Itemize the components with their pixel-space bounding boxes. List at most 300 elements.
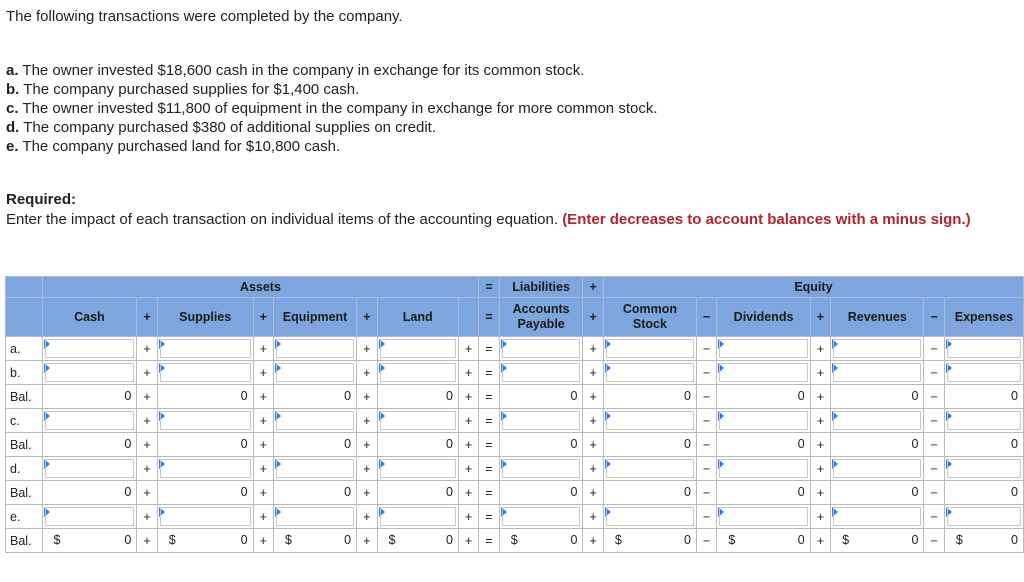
input-box[interactable] xyxy=(719,363,807,382)
input-box[interactable] xyxy=(606,363,694,382)
balance-value: 0 xyxy=(344,485,352,499)
row-label: a. xyxy=(6,337,43,361)
plus-sign: + xyxy=(253,529,273,553)
plus-sign: + xyxy=(357,409,377,433)
equipment-input[interactable] xyxy=(273,409,356,433)
plus-sign: + xyxy=(253,481,273,505)
accounts-payable-input[interactable] xyxy=(499,361,583,385)
common-stock-balance-cell xyxy=(603,481,696,505)
row-label: d. xyxy=(6,457,43,481)
expenses-input[interactable] xyxy=(944,361,1023,385)
equals-sign: = xyxy=(479,361,499,385)
transaction-text: The company purchased land for $10,800 cash. xyxy=(22,138,341,155)
land-input[interactable] xyxy=(377,361,458,385)
common-stock-balance-cell xyxy=(603,529,696,553)
liabilities-group-header: Liabilities xyxy=(499,277,583,298)
input-box[interactable] xyxy=(380,459,456,478)
revenues-input[interactable] xyxy=(831,337,924,361)
dividends-input[interactable] xyxy=(717,361,810,385)
balance-value: 0 xyxy=(684,389,691,403)
assets-group-header: Assets xyxy=(42,277,479,298)
plus-sign: + xyxy=(458,361,478,385)
transaction-row xyxy=(6,505,1024,529)
balance-value: 0 xyxy=(240,533,248,547)
plus-sign: + xyxy=(137,457,157,481)
plus-sign: + xyxy=(458,481,478,505)
plus-sign: + xyxy=(137,337,157,361)
required-heading: Required: xyxy=(6,191,77,208)
plus-sign: + xyxy=(357,457,377,481)
cash-balance-cell xyxy=(42,385,137,409)
land-input[interactable] xyxy=(377,505,458,529)
balance-value: 0 xyxy=(911,389,919,403)
equipment-balance-cell xyxy=(273,433,356,457)
balance-value: 0 xyxy=(446,437,453,451)
expenses-column-header: Expenses xyxy=(944,298,1023,337)
common-stock-input[interactable] xyxy=(603,361,696,385)
plus-sign: + xyxy=(137,505,157,529)
plus-sign: + xyxy=(583,481,603,505)
expenses-balance-cell xyxy=(944,481,1023,505)
row-label: Bal. xyxy=(6,433,43,457)
plus-sign: + xyxy=(253,298,273,337)
accounts-payable-balance-cell xyxy=(499,481,583,505)
equipment-input[interactable] xyxy=(273,337,356,361)
balance-row xyxy=(6,481,1024,505)
input-box[interactable] xyxy=(606,459,694,478)
balance-value: 0 xyxy=(344,533,352,547)
input-box[interactable] xyxy=(380,363,456,382)
dollar-sign: $ xyxy=(168,533,176,547)
plus-sign: + xyxy=(357,481,377,505)
required-instructions xyxy=(6,210,1006,229)
row-label: e. xyxy=(6,505,43,529)
balance-value: 0 xyxy=(1011,437,1018,451)
equals-sign: = xyxy=(479,409,499,433)
plus-sign: + xyxy=(357,505,377,529)
plus-sign: + xyxy=(458,457,478,481)
plus-sign: + xyxy=(458,385,478,409)
minus-sign: − xyxy=(696,337,716,361)
plus-sign: + xyxy=(810,481,830,505)
balance-row xyxy=(6,529,1024,553)
transaction-item xyxy=(6,80,658,99)
land-balance-cell xyxy=(377,481,458,505)
minus-sign: − xyxy=(696,298,716,337)
supplies-balance-cell xyxy=(157,385,253,409)
plus-sign: + xyxy=(458,529,478,553)
common-stock-input[interactable] xyxy=(603,457,696,481)
plus-sign: + xyxy=(583,361,603,385)
plus-sign: + xyxy=(810,337,830,361)
revenues-balance-cell xyxy=(831,481,924,505)
balance-value: 0 xyxy=(684,485,691,499)
plus-sign: + xyxy=(458,337,478,361)
balance-value: 0 xyxy=(570,533,578,547)
plus-sign: + xyxy=(137,433,157,457)
input-box[interactable] xyxy=(947,411,1021,430)
input-box[interactable] xyxy=(45,507,135,526)
accounts-payable-input[interactable] xyxy=(499,457,583,481)
plus-sign: + xyxy=(810,457,830,481)
cash-input[interactable] xyxy=(42,505,137,529)
balance-value: 0 xyxy=(797,437,805,451)
land-input[interactable] xyxy=(377,409,458,433)
expenses-input[interactable] xyxy=(944,409,1023,433)
input-box[interactable] xyxy=(276,507,354,526)
plus-sign: + xyxy=(583,457,603,481)
equipment-balance-cell xyxy=(273,385,356,409)
transaction-letter: c. xyxy=(6,100,19,117)
balance-value: 0 xyxy=(911,437,919,451)
minus-sign: − xyxy=(924,361,944,385)
revenues-input[interactable] xyxy=(831,409,924,433)
input-box[interactable] xyxy=(276,363,354,382)
land-balance-cell xyxy=(377,385,458,409)
minus-sign: − xyxy=(696,361,716,385)
plus-sign: + xyxy=(583,529,603,553)
input-box[interactable] xyxy=(380,507,456,526)
input-box[interactable] xyxy=(160,363,251,382)
input-box[interactable] xyxy=(833,363,921,382)
input-box[interactable] xyxy=(45,459,135,478)
transaction-letter: e. xyxy=(6,138,19,155)
plus-sign: + xyxy=(810,385,830,409)
common-stock-input[interactable] xyxy=(603,505,696,529)
land-input[interactable] xyxy=(377,457,458,481)
input-box[interactable] xyxy=(606,339,694,358)
transaction-letter: b. xyxy=(6,81,20,98)
cash-column-header: Cash xyxy=(42,298,137,337)
input-box[interactable] xyxy=(947,507,1021,526)
input-box[interactable] xyxy=(160,507,251,526)
common-stock-balance-cell xyxy=(603,433,696,457)
balance-value: 0 xyxy=(344,437,352,451)
transaction-list xyxy=(6,61,658,156)
plus-sign: + xyxy=(253,505,273,529)
plus-sign: + xyxy=(583,385,603,409)
supplies-input[interactable] xyxy=(157,457,253,481)
balance-value: 0 xyxy=(240,389,248,403)
input-box[interactable] xyxy=(719,507,807,526)
accounting-equation-table xyxy=(5,276,1024,553)
cash-input[interactable] xyxy=(42,409,137,433)
plus-sign: + xyxy=(137,361,157,385)
balance-value: 0 xyxy=(797,485,805,499)
revenues-input[interactable] xyxy=(831,361,924,385)
input-box[interactable] xyxy=(45,363,135,382)
equipment-column-header: Equipment xyxy=(273,298,356,337)
balance-value: 0 xyxy=(911,485,919,499)
input-box[interactable] xyxy=(606,507,694,526)
plus-sign: + xyxy=(357,361,377,385)
supplies-input[interactable] xyxy=(157,337,253,361)
input-box[interactable] xyxy=(276,459,354,478)
expenses-input[interactable] xyxy=(944,337,1023,361)
minus-sign: − xyxy=(924,433,944,457)
minus-sign: − xyxy=(924,505,944,529)
common-stock-column-header xyxy=(603,298,696,337)
spacer xyxy=(458,298,478,337)
plus-sign: + xyxy=(583,433,603,457)
plus-sign: + xyxy=(253,457,273,481)
minus-sign: − xyxy=(696,385,716,409)
input-box[interactable] xyxy=(719,339,807,358)
transaction-text: The owner invested $11,800 of equipment in the company in exchange for more common stock. xyxy=(22,100,658,117)
dollar-sign: $ xyxy=(728,533,736,547)
balance-value: 0 xyxy=(1011,533,1018,547)
plus-sign: + xyxy=(583,505,603,529)
header-line: Common xyxy=(622,302,678,316)
input-box[interactable] xyxy=(833,411,921,430)
transaction-row xyxy=(6,337,1024,361)
input-box[interactable] xyxy=(45,339,135,358)
input-box[interactable] xyxy=(502,459,581,478)
dividends-balance-cell xyxy=(717,385,810,409)
minus-sign: − xyxy=(696,505,716,529)
balance-value: 0 xyxy=(124,437,132,451)
equipment-input[interactable] xyxy=(273,361,356,385)
input-box[interactable] xyxy=(160,459,251,478)
balance-value: 0 xyxy=(124,485,132,499)
balance-value: 0 xyxy=(124,389,132,403)
cash-input[interactable] xyxy=(42,457,137,481)
supplies-input[interactable] xyxy=(157,505,253,529)
plus-sign: + xyxy=(357,529,377,553)
common-stock-input[interactable] xyxy=(603,409,696,433)
balance-value: 0 xyxy=(1011,485,1018,499)
transaction-text: The owner invested $18,600 cash in the company in exchange for its common stock. xyxy=(22,62,585,79)
transaction-item xyxy=(6,137,658,156)
plus-sign: + xyxy=(357,385,377,409)
land-input[interactable] xyxy=(377,337,458,361)
dividends-input[interactable] xyxy=(717,337,810,361)
header-line: Accounts xyxy=(512,302,570,316)
input-box[interactable] xyxy=(833,459,921,478)
plus-sign: + xyxy=(583,337,603,361)
input-box[interactable] xyxy=(502,339,581,358)
input-box[interactable] xyxy=(276,411,354,430)
row-label: b. xyxy=(6,361,43,385)
dollar-sign: $ xyxy=(53,533,61,547)
balance-value: 0 xyxy=(344,389,352,403)
dividends-balance-cell xyxy=(717,433,810,457)
equals-sign: = xyxy=(479,277,499,298)
expenses-balance-cell xyxy=(944,385,1023,409)
transaction-row xyxy=(6,361,1024,385)
accounts-payable-balance-cell xyxy=(499,433,583,457)
balance-value: 0 xyxy=(446,533,453,547)
plus-sign: + xyxy=(810,529,830,553)
input-box[interactable] xyxy=(833,339,921,358)
cash-input[interactable] xyxy=(42,361,137,385)
plus-sign: + xyxy=(810,505,830,529)
header-corner xyxy=(6,277,43,298)
equals-sign: = xyxy=(479,481,499,505)
minus-sign: − xyxy=(924,337,944,361)
plus-sign: + xyxy=(137,298,157,337)
minus-sign: − xyxy=(696,481,716,505)
plus-sign: + xyxy=(458,505,478,529)
plus-sign: + xyxy=(253,433,273,457)
accounts-payable-input[interactable] xyxy=(499,337,583,361)
minus-sign: − xyxy=(924,409,944,433)
input-box[interactable] xyxy=(160,339,251,358)
plus-sign: + xyxy=(583,277,603,298)
balance-row xyxy=(6,433,1024,457)
input-box[interactable] xyxy=(45,411,135,430)
revenues-column-header: Revenues xyxy=(831,298,924,337)
balance-value: 0 xyxy=(570,485,578,499)
equipment-input[interactable] xyxy=(273,457,356,481)
cash-input[interactable] xyxy=(42,337,137,361)
equipment-input[interactable] xyxy=(273,505,356,529)
balance-value: 0 xyxy=(797,389,805,403)
balance-value: 0 xyxy=(240,485,248,499)
expenses-input[interactable] xyxy=(944,457,1023,481)
minus-sign: − xyxy=(924,298,944,337)
plus-sign: + xyxy=(810,433,830,457)
accounts-payable-input[interactable] xyxy=(499,505,583,529)
input-box[interactable] xyxy=(160,411,251,430)
input-box[interactable] xyxy=(947,363,1021,382)
plus-sign: + xyxy=(810,298,830,337)
minus-sign: − xyxy=(696,529,716,553)
minus-sign: − xyxy=(924,457,944,481)
input-box[interactable] xyxy=(276,339,354,358)
supplies-column-header: Supplies xyxy=(157,298,253,337)
balance-value: 0 xyxy=(1011,389,1018,403)
row-label: Bal. xyxy=(6,481,43,505)
row-label: c. xyxy=(6,409,43,433)
revenues-input[interactable] xyxy=(831,505,924,529)
header-corner xyxy=(6,298,43,337)
header-line: Payable xyxy=(517,317,565,331)
equity-group-header: Equity xyxy=(603,277,1023,298)
input-box[interactable] xyxy=(502,411,581,430)
plus-sign: + xyxy=(458,409,478,433)
dollar-sign: $ xyxy=(955,533,963,547)
supplies-input[interactable] xyxy=(157,409,253,433)
dollar-sign: $ xyxy=(510,533,518,547)
input-box[interactable] xyxy=(502,363,581,382)
row-label: Bal. xyxy=(6,385,43,409)
plus-sign: + xyxy=(458,433,478,457)
transaction-item xyxy=(6,61,658,80)
equals-sign: = xyxy=(479,433,499,457)
revenues-balance-cell xyxy=(831,529,924,553)
dividends-input[interactable] xyxy=(717,409,810,433)
dividends-input[interactable] xyxy=(717,505,810,529)
plus-sign: + xyxy=(583,298,603,337)
plus-sign: + xyxy=(253,409,273,433)
plus-sign: + xyxy=(583,409,603,433)
minus-sign: − xyxy=(924,385,944,409)
input-box[interactable] xyxy=(833,507,921,526)
required-text: Enter the impact of each transaction on individual items of the accounting equation. xyxy=(6,211,559,228)
plus-sign: + xyxy=(810,409,830,433)
cash-balance-cell xyxy=(42,529,137,553)
minus-sign: − xyxy=(924,529,944,553)
input-box[interactable] xyxy=(719,459,807,478)
common-stock-input[interactable] xyxy=(603,337,696,361)
transaction-item xyxy=(6,99,658,118)
land-column-header: Land xyxy=(377,298,458,337)
input-box[interactable] xyxy=(380,339,456,358)
balance-value: 0 xyxy=(684,533,691,547)
plus-sign: + xyxy=(810,361,830,385)
minus-sign: − xyxy=(696,433,716,457)
balance-row xyxy=(6,385,1024,409)
input-box[interactable] xyxy=(502,507,581,526)
plus-sign: + xyxy=(357,298,377,337)
accounts-payable-input[interactable] xyxy=(499,409,583,433)
supplies-balance-cell xyxy=(157,433,253,457)
input-box[interactable] xyxy=(380,411,456,430)
balance-value: 0 xyxy=(684,437,691,451)
minus-sign: − xyxy=(696,457,716,481)
balance-value: 0 xyxy=(911,533,919,547)
equals-sign: = xyxy=(479,298,499,337)
land-balance-cell xyxy=(377,529,458,553)
minus-sign: − xyxy=(696,409,716,433)
balance-value: 0 xyxy=(124,533,132,547)
balance-value: 0 xyxy=(446,485,453,499)
input-box[interactable] xyxy=(947,459,1021,478)
header-line: Stock xyxy=(632,317,667,331)
dollar-sign: $ xyxy=(842,533,850,547)
plus-sign: + xyxy=(253,337,273,361)
problem-intro: The following transactions were completed by the company. xyxy=(6,8,403,25)
equals-sign: = xyxy=(479,385,499,409)
transaction-text: The company purchased supplies for $1,400 cash. xyxy=(23,81,360,98)
revenues-balance-cell xyxy=(831,433,924,457)
input-box[interactable] xyxy=(606,411,694,430)
plus-sign: + xyxy=(137,385,157,409)
transaction-row xyxy=(6,457,1024,481)
transaction-row xyxy=(6,409,1024,433)
accounts-payable-balance-cell xyxy=(499,529,583,553)
cash-balance-cell xyxy=(42,481,137,505)
accounts-payable-column-header xyxy=(499,298,583,337)
plus-sign: + xyxy=(253,361,273,385)
required-note: (Enter decreases to account balances with a minus sign.) xyxy=(562,211,971,228)
expenses-input[interactable] xyxy=(944,505,1023,529)
input-box[interactable] xyxy=(947,339,1021,358)
balance-value: 0 xyxy=(240,437,248,451)
expenses-balance-cell xyxy=(944,529,1023,553)
cash-balance-cell xyxy=(42,433,137,457)
dollar-sign: $ xyxy=(284,533,292,547)
transaction-letter: a. xyxy=(6,62,19,79)
balance-value: 0 xyxy=(797,533,805,547)
plus-sign: + xyxy=(137,409,157,433)
dividends-input[interactable] xyxy=(717,457,810,481)
dollar-sign: $ xyxy=(388,533,396,547)
plus-sign: + xyxy=(357,433,377,457)
supplies-input[interactable] xyxy=(157,361,253,385)
equipment-balance-cell xyxy=(273,481,356,505)
balance-value: 0 xyxy=(570,437,578,451)
land-balance-cell xyxy=(377,433,458,457)
row-label: Bal. xyxy=(6,529,43,553)
supplies-balance-cell xyxy=(157,481,253,505)
plus-sign: + xyxy=(357,337,377,361)
input-box[interactable] xyxy=(719,411,807,430)
revenues-input[interactable] xyxy=(831,457,924,481)
transaction-text: The company purchased $380 of additional supplies on credit. xyxy=(23,119,437,136)
plus-sign: + xyxy=(137,481,157,505)
